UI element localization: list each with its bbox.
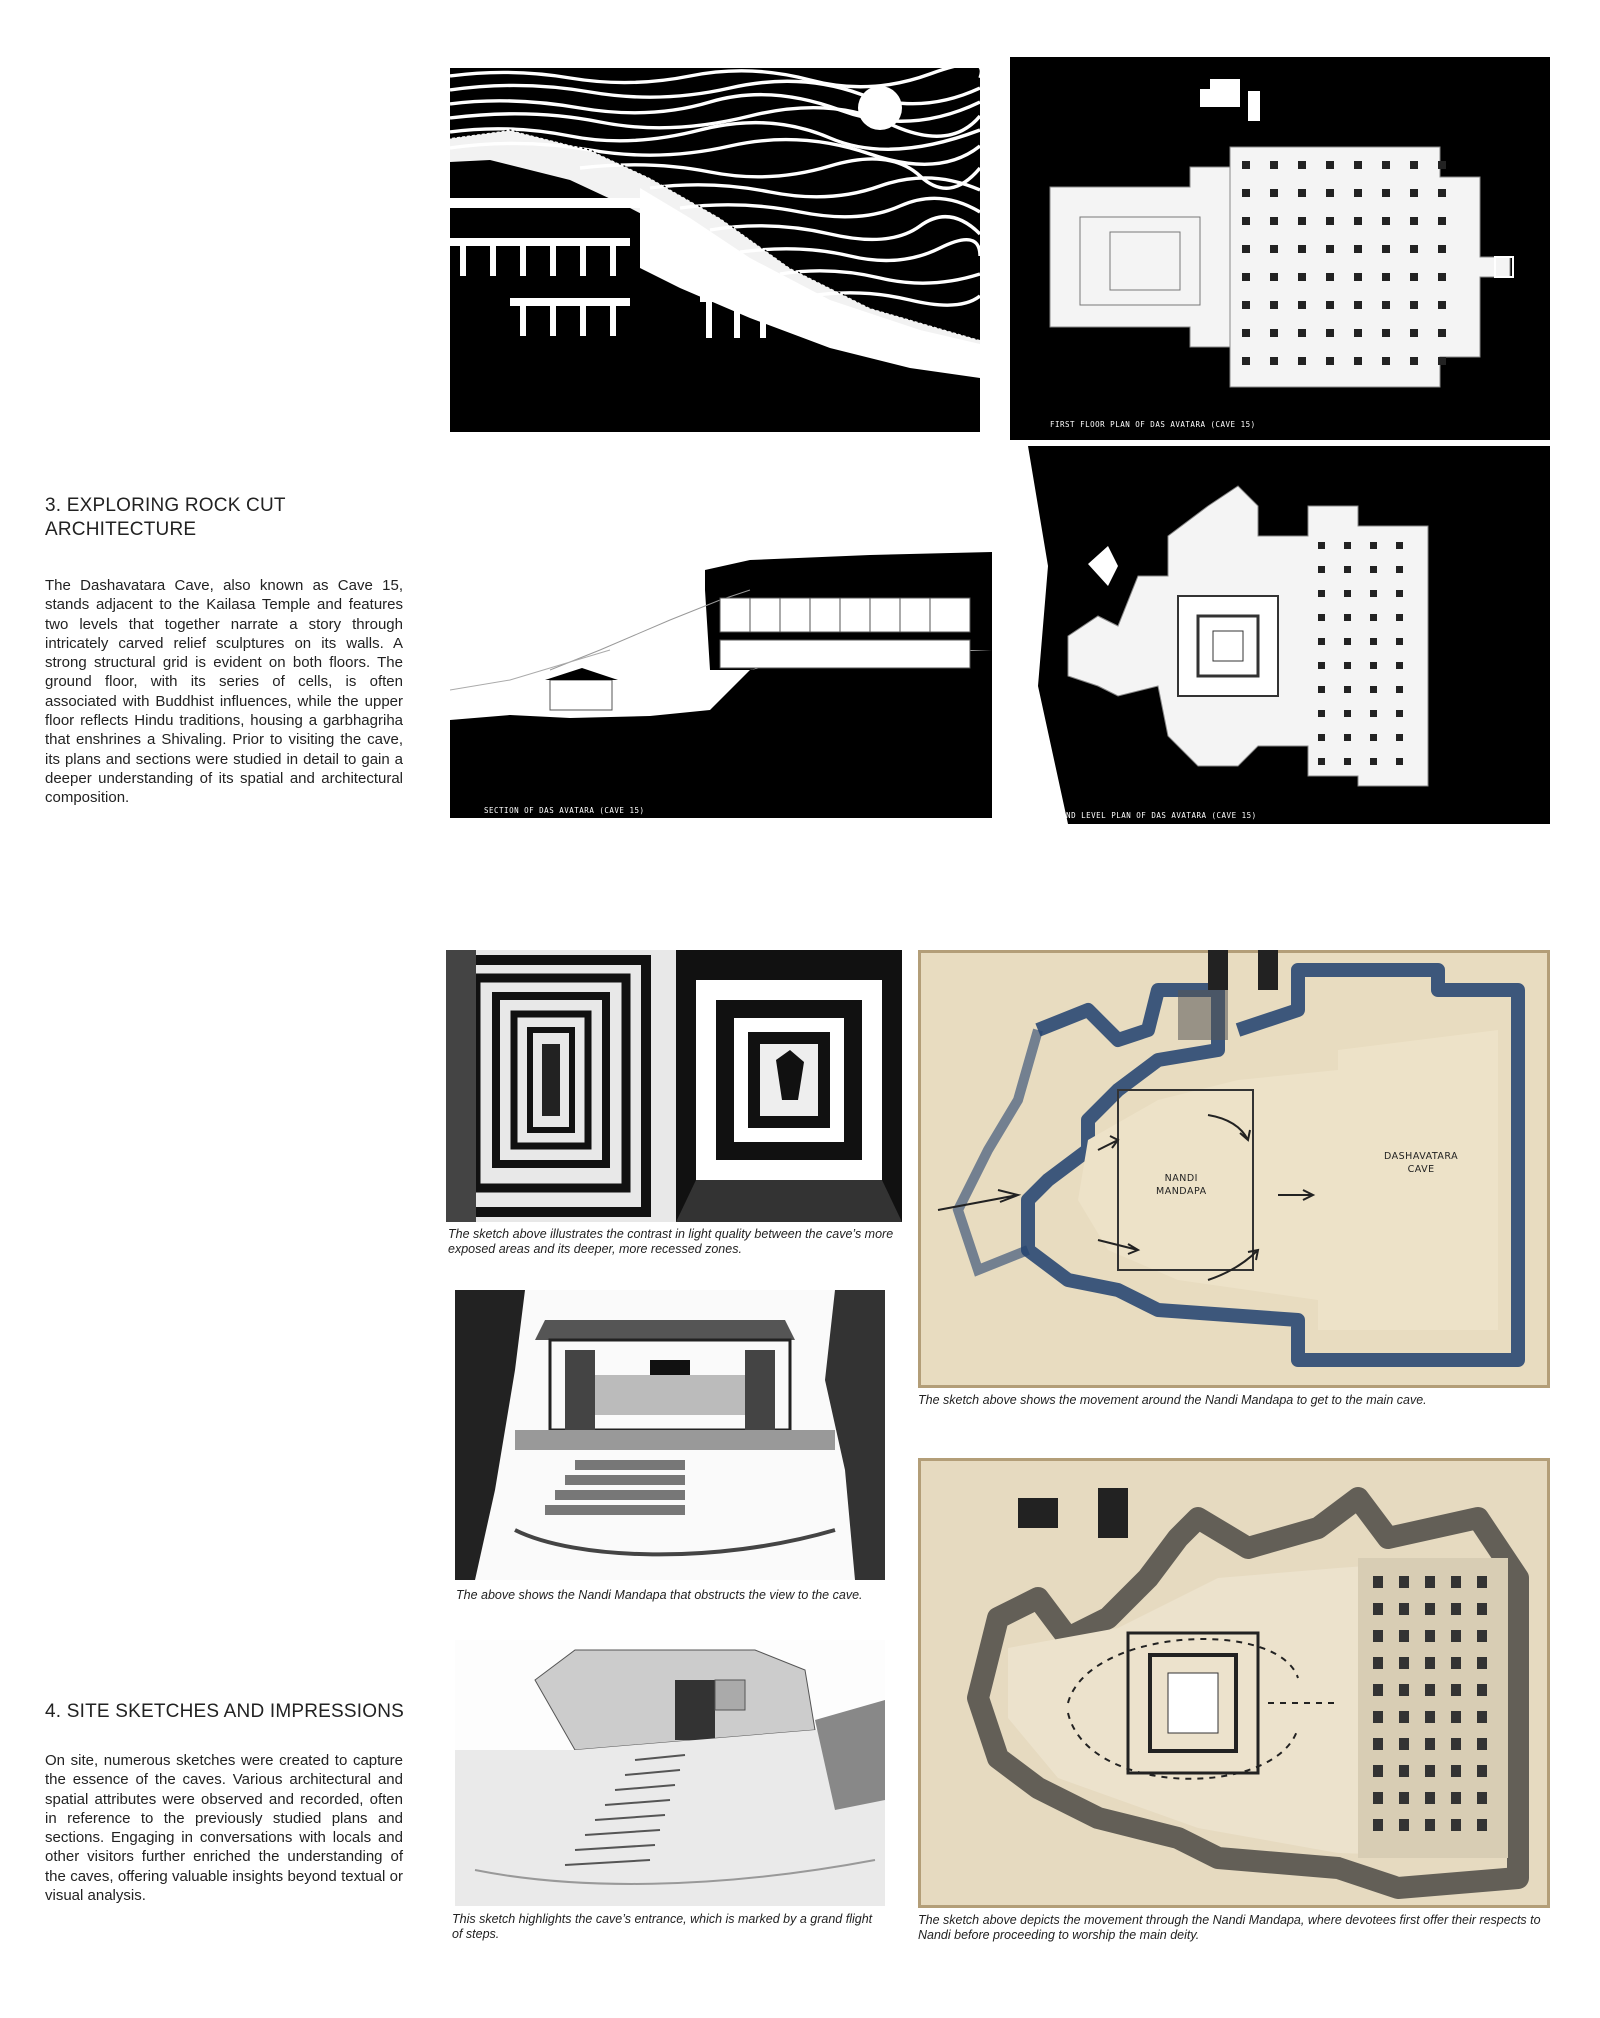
plan-column bbox=[1396, 734, 1403, 741]
plan-column bbox=[1382, 301, 1390, 309]
movement-through-caption: The sketch above depicts the movement through the Nandi Mandapa, where devotees first offer their respects to Nandi before proceeding to worship the main deity. bbox=[918, 1913, 1541, 1942]
plan-column bbox=[1438, 161, 1446, 169]
plan-column bbox=[1477, 1819, 1487, 1831]
plan-column bbox=[1425, 1819, 1435, 1831]
plan-column bbox=[1318, 686, 1325, 693]
plan-column bbox=[1410, 273, 1418, 281]
plan-column bbox=[1344, 710, 1351, 717]
plan-column bbox=[1354, 329, 1362, 337]
plan-column bbox=[1425, 1657, 1435, 1669]
section-drawing-label: SECTION OF DAS AVATARA (CAVE 15) bbox=[484, 806, 645, 815]
plan-column bbox=[1399, 1765, 1409, 1777]
plan-column bbox=[1242, 329, 1250, 337]
plan-column bbox=[1373, 1576, 1383, 1588]
plan-column bbox=[1373, 1738, 1383, 1750]
plan-column bbox=[1326, 245, 1334, 253]
plan-column bbox=[1318, 542, 1325, 549]
section-4-body: On site, numerous sketches were created to capture the essence of the caves. Various architectural and spatial attributes were observed and recorded, often in reference to the previously studied plans and sections. Engaging in conversations with locals and other visitors further enriched the understanding of the caves, offering valuable insights beyond textual or visual analysis. bbox=[45, 1752, 403, 1905]
movement-around-caption: The sketch above shows the movement around the Nandi Mandapa to get to the main cave. bbox=[918, 1393, 1427, 1407]
plan-column bbox=[1477, 1576, 1487, 1588]
plan-column bbox=[1477, 1711, 1487, 1723]
plan-column bbox=[1477, 1657, 1487, 1669]
plan-column bbox=[1354, 357, 1362, 365]
plan-column bbox=[1382, 161, 1390, 169]
plan-column bbox=[1477, 1603, 1487, 1615]
ground-level-plan-image bbox=[1008, 446, 1550, 824]
plan-column bbox=[1354, 301, 1362, 309]
plan-column bbox=[1425, 1603, 1435, 1615]
plan-column bbox=[1326, 357, 1334, 365]
plan-column bbox=[1242, 189, 1250, 197]
plan-column bbox=[1242, 357, 1250, 365]
plan-column bbox=[1399, 1576, 1409, 1588]
plan-column bbox=[1425, 1576, 1435, 1588]
plan-column bbox=[1438, 189, 1446, 197]
plan-column bbox=[1298, 273, 1306, 281]
plan-column bbox=[1318, 710, 1325, 717]
woodcut-elevation-image bbox=[450, 68, 980, 432]
plan-column bbox=[1399, 1711, 1409, 1723]
section-drawing-image bbox=[450, 470, 992, 818]
plan-column bbox=[1298, 217, 1306, 225]
section-3-heading bbox=[45, 494, 375, 542]
first-floor-plan-label: FIRST FLOOR PLAN OF DAS AVATARA (CAVE 15) bbox=[1050, 420, 1256, 429]
plan-column bbox=[1370, 734, 1377, 741]
plan-column bbox=[1326, 217, 1334, 225]
plan-column bbox=[1396, 566, 1403, 573]
plan-column bbox=[1242, 217, 1250, 225]
plan-column bbox=[1451, 1576, 1461, 1588]
plan-column bbox=[1382, 189, 1390, 197]
movement-through-sketch-image bbox=[918, 1458, 1550, 1908]
section-4-heading: 4. SITE SKETCHES AND IMPRESSIONS bbox=[45, 1701, 405, 1722]
plan-column bbox=[1370, 542, 1377, 549]
plan-column bbox=[1344, 734, 1351, 741]
plan-column bbox=[1318, 638, 1325, 645]
plan-column bbox=[1242, 273, 1250, 281]
plan-column bbox=[1396, 686, 1403, 693]
plan-column bbox=[1373, 1657, 1383, 1669]
plan-column bbox=[1318, 758, 1325, 765]
plan-column bbox=[1477, 1765, 1487, 1777]
plan-column bbox=[1242, 161, 1250, 169]
plan-column bbox=[1438, 273, 1446, 281]
nandi-mandapa-label-line-1: NANDI bbox=[1164, 1173, 1198, 1184]
light-contrast-sketch-image bbox=[446, 950, 902, 1222]
dashavatara-cave-label bbox=[1384, 1150, 1458, 1176]
section-3-body: The Dashavatara Cave, also known as Cave 15, stands adjacent to the Kailasa Temple and features two levels that together narrate a story through intricately carved relief sculptures on its walls. A strong structural grid is evident on both floors. The ground floor, with its series of cells, is often associated with Buddhist influences, while the upper floor reflects Hindu traditions, housing a garbhagriha that enshrines a Shivaling. Prior to visiting the cave, its plans and sections were studied in detail to gain a deeper understanding of its spatial and architectural composition. bbox=[45, 577, 403, 807]
plan-column bbox=[1270, 161, 1278, 169]
plan-column bbox=[1370, 590, 1377, 597]
plan-column bbox=[1318, 662, 1325, 669]
plan-column bbox=[1410, 329, 1418, 337]
plan-column bbox=[1410, 161, 1418, 169]
plan-column bbox=[1344, 662, 1351, 669]
plan-column bbox=[1438, 357, 1446, 365]
plan-column bbox=[1318, 614, 1325, 621]
plan-column bbox=[1370, 710, 1377, 717]
dashavatara-cave-label-line-1: DASHAVATARA bbox=[1384, 1151, 1459, 1162]
plan-column bbox=[1242, 301, 1250, 309]
plan-column bbox=[1373, 1630, 1383, 1642]
plan-column bbox=[1438, 217, 1446, 225]
plan-column bbox=[1438, 301, 1446, 309]
plan-column bbox=[1451, 1792, 1461, 1804]
plan-column bbox=[1298, 189, 1306, 197]
nandi-mandapa-view-caption: The above shows the Nandi Mandapa that obstructs the view to the cave. bbox=[456, 1588, 863, 1602]
plan-column bbox=[1373, 1603, 1383, 1615]
plan-column bbox=[1396, 590, 1403, 597]
plan-column bbox=[1270, 273, 1278, 281]
plan-column bbox=[1396, 758, 1403, 765]
plan-column bbox=[1410, 189, 1418, 197]
plan-column bbox=[1344, 686, 1351, 693]
plan-column bbox=[1373, 1684, 1383, 1696]
plan-column bbox=[1344, 590, 1351, 597]
nandi-mandapa-label-line-2: MANDAPA bbox=[1156, 1186, 1207, 1197]
plan-column bbox=[1370, 758, 1377, 765]
plan-column bbox=[1354, 217, 1362, 225]
plan-column bbox=[1344, 566, 1351, 573]
plan-column bbox=[1298, 329, 1306, 337]
plan-column bbox=[1425, 1711, 1435, 1723]
ground-level-plan-label: GROUND LEVEL PLAN OF DAS AVATARA (CAVE 15) bbox=[1046, 811, 1257, 820]
plan-column bbox=[1382, 217, 1390, 225]
plan-column bbox=[1270, 189, 1278, 197]
plan-column bbox=[1410, 357, 1418, 365]
plan-column bbox=[1354, 161, 1362, 169]
plan-column bbox=[1451, 1603, 1461, 1615]
plan-column bbox=[1318, 590, 1325, 597]
plan-column bbox=[1438, 245, 1446, 253]
plan-column bbox=[1270, 301, 1278, 309]
plan-column bbox=[1425, 1792, 1435, 1804]
plan-column bbox=[1326, 189, 1334, 197]
plan-column bbox=[1396, 662, 1403, 669]
plan-column bbox=[1354, 189, 1362, 197]
plan-column bbox=[1396, 542, 1403, 549]
plan-column bbox=[1477, 1792, 1487, 1804]
plan-column bbox=[1399, 1630, 1409, 1642]
plan-column bbox=[1425, 1738, 1435, 1750]
section-3-heading-line-1: 3. EXPLORING ROCK CUT bbox=[45, 495, 286, 516]
plan-column bbox=[1425, 1630, 1435, 1642]
plan-column bbox=[1399, 1819, 1409, 1831]
plan-column bbox=[1370, 662, 1377, 669]
plan-column bbox=[1396, 638, 1403, 645]
plan-column bbox=[1438, 329, 1446, 337]
plan-column bbox=[1242, 245, 1250, 253]
entrance-steps-sketch-image bbox=[455, 1640, 885, 1906]
plan-column bbox=[1477, 1738, 1487, 1750]
first-floor-plan-image bbox=[1010, 57, 1550, 440]
section-3-heading-line-2: ARCHITECTURE bbox=[45, 519, 197, 540]
plan-column bbox=[1298, 245, 1306, 253]
plan-column bbox=[1344, 542, 1351, 549]
plan-column bbox=[1354, 273, 1362, 281]
plan-column bbox=[1373, 1792, 1383, 1804]
plan-column bbox=[1396, 614, 1403, 621]
plan-column bbox=[1382, 357, 1390, 365]
plan-column bbox=[1373, 1711, 1383, 1723]
plan-column bbox=[1451, 1738, 1461, 1750]
plan-column bbox=[1373, 1765, 1383, 1777]
plan-column bbox=[1326, 273, 1334, 281]
plan-column bbox=[1477, 1630, 1487, 1642]
plan-column bbox=[1382, 273, 1390, 281]
nandi-mandapa-view-sketch-image bbox=[455, 1290, 885, 1580]
plan-column bbox=[1326, 161, 1334, 169]
plan-column bbox=[1451, 1630, 1461, 1642]
plan-column bbox=[1354, 245, 1362, 253]
plan-column bbox=[1298, 301, 1306, 309]
plan-column bbox=[1382, 245, 1390, 253]
plan-column bbox=[1451, 1765, 1461, 1777]
plan-column bbox=[1451, 1684, 1461, 1696]
plan-column bbox=[1410, 217, 1418, 225]
plan-column bbox=[1298, 161, 1306, 169]
plan-column bbox=[1318, 734, 1325, 741]
plan-column bbox=[1382, 329, 1390, 337]
plan-column bbox=[1399, 1603, 1409, 1615]
plan-column bbox=[1373, 1819, 1383, 1831]
plan-column bbox=[1298, 357, 1306, 365]
dashavatara-cave-label-line-2: CAVE bbox=[1407, 1164, 1435, 1175]
entrance-steps-caption: This sketch highlights the cave’s entrance, which is marked by a grand flight of steps. bbox=[452, 1912, 873, 1941]
plan-column bbox=[1270, 329, 1278, 337]
plan-column bbox=[1399, 1792, 1409, 1804]
plan-column bbox=[1318, 566, 1325, 573]
plan-column bbox=[1326, 329, 1334, 337]
plan-column bbox=[1344, 614, 1351, 621]
plan-column bbox=[1399, 1738, 1409, 1750]
plan-column bbox=[1410, 301, 1418, 309]
plan-column bbox=[1396, 710, 1403, 717]
plan-column bbox=[1344, 758, 1351, 765]
plan-column bbox=[1451, 1657, 1461, 1669]
plan-column bbox=[1399, 1684, 1409, 1696]
plan-column bbox=[1477, 1684, 1487, 1696]
plan-column bbox=[1370, 638, 1377, 645]
plan-column bbox=[1270, 357, 1278, 365]
movement-around-sketch-image bbox=[918, 950, 1550, 1388]
plan-column bbox=[1326, 301, 1334, 309]
light-contrast-caption: The sketch above illustrates the contrast in light quality between the cave’s more exposed areas and its deeper, more recessed zones. bbox=[448, 1227, 894, 1256]
plan-column bbox=[1370, 566, 1377, 573]
plan-column bbox=[1370, 686, 1377, 693]
plan-column bbox=[1410, 245, 1418, 253]
nandi-mandapa-label bbox=[1156, 1172, 1207, 1198]
plan-column bbox=[1451, 1819, 1461, 1831]
plan-column bbox=[1451, 1711, 1461, 1723]
plan-column bbox=[1270, 245, 1278, 253]
plan-column bbox=[1425, 1765, 1435, 1777]
plan-column bbox=[1425, 1684, 1435, 1696]
plan-column bbox=[1399, 1657, 1409, 1669]
plan-column bbox=[1370, 614, 1377, 621]
plan-column bbox=[1344, 638, 1351, 645]
plan-column bbox=[1270, 217, 1278, 225]
